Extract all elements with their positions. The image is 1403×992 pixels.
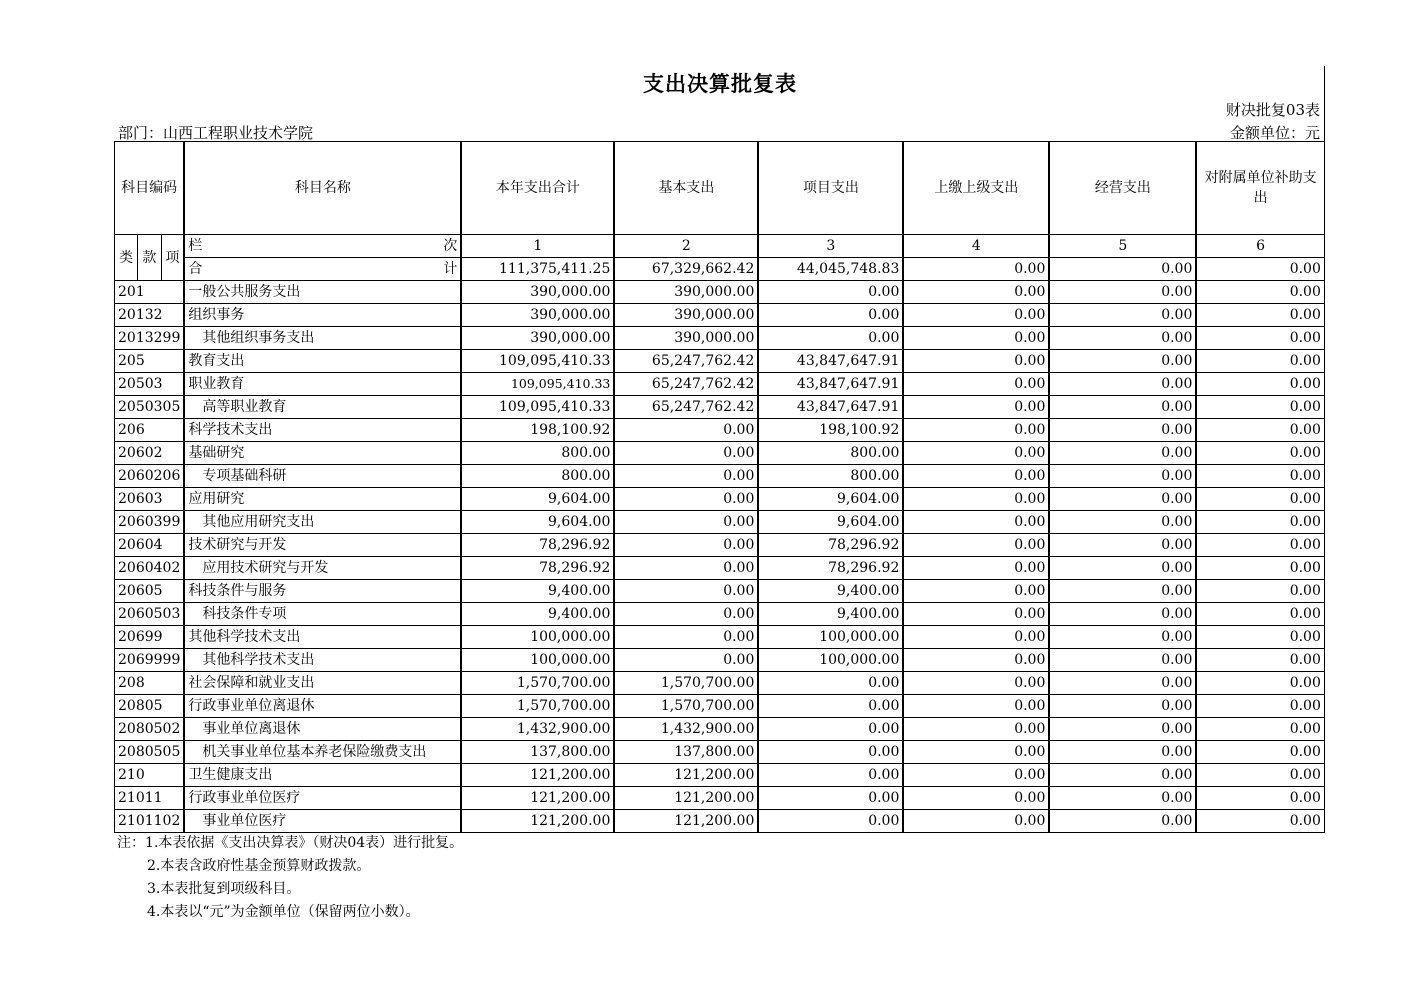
row-value: 9,400.00: [758, 580, 903, 603]
table-row: [115, 810, 1325, 833]
table-row: [115, 557, 1325, 580]
row-value: 0.00: [1196, 488, 1324, 511]
row-code: 205: [115, 350, 185, 373]
row-value: 0.00: [903, 787, 1049, 810]
row-name-text: 科技条件专项: [202, 606, 287, 622]
row-value: 0.00: [758, 718, 903, 741]
header-project: 项目支出: [758, 142, 903, 235]
row-value: 9,400.00: [758, 603, 903, 626]
table-row: [115, 327, 1325, 350]
table-row: [115, 281, 1325, 304]
row-value: 0.00: [903, 373, 1049, 396]
row-value: 1,570,700.00: [614, 695, 758, 718]
column-number-row: [115, 235, 1325, 258]
row-name-text: 科学技术支出: [188, 422, 273, 438]
row-code: 2060402: [115, 557, 185, 580]
row-value: 0.00: [1049, 396, 1196, 419]
row-value: 1,570,700.00: [461, 695, 614, 718]
unit-label: 金额单位：元: [1229, 124, 1320, 142]
row-value: 0.00: [1049, 442, 1196, 465]
row-value: 109,095,410.33: [461, 373, 614, 396]
row-name-text: 专项基础科研: [202, 468, 287, 484]
row-value: 0.00: [903, 672, 1049, 695]
table-row: [115, 419, 1325, 442]
header-name: 科目名称: [184, 142, 461, 235]
row-value: 800.00: [758, 442, 903, 465]
table-row: [115, 695, 1325, 718]
total-row: [115, 258, 1325, 281]
row-value: 198,100.92: [758, 419, 903, 442]
row-value: 1,570,700.00: [461, 672, 614, 695]
row-value: 0.00: [903, 396, 1049, 419]
row-value: 0.00: [1049, 603, 1196, 626]
row-code: 201: [115, 281, 185, 304]
row-name-text: 行政事业单位医疗: [188, 790, 301, 806]
row-value: 0.00: [1049, 327, 1196, 350]
row-value: 0.00: [614, 603, 758, 626]
row-value: 65,247,762.42: [614, 396, 758, 419]
row-value: 0.00: [1049, 580, 1196, 603]
row-value: 0.00: [903, 304, 1049, 327]
table-row: [115, 787, 1325, 810]
total-value: 0.00: [1196, 258, 1324, 281]
row-value: 0.00: [1196, 718, 1324, 741]
row-code: 20605: [115, 580, 185, 603]
row-value: 800.00: [461, 442, 614, 465]
row-value: 121,200.00: [614, 810, 758, 833]
row-value: 0.00: [1049, 810, 1196, 833]
note-item: 2.本表含政府性基金预算财政拨款。: [147, 858, 371, 874]
row-value: 0.00: [1196, 511, 1324, 534]
table-row: [115, 626, 1325, 649]
row-value: 0.00: [1196, 396, 1324, 419]
row-value: 121,200.00: [461, 787, 614, 810]
col-number: 1: [461, 235, 614, 258]
row-value: 1,432,900.00: [614, 718, 758, 741]
row-code: 2080502: [115, 718, 185, 741]
table-row: [115, 465, 1325, 488]
row-value: 0.00: [1196, 327, 1324, 350]
total-value: 111,375,411.25: [461, 258, 614, 281]
table-row: [115, 373, 1325, 396]
row-value: 121,200.00: [614, 764, 758, 787]
row-name: [184, 511, 461, 534]
header-kuan: 款: [138, 235, 161, 281]
row-code: 208: [115, 672, 185, 695]
row-value: 0.00: [614, 649, 758, 672]
row-value: 121,200.00: [461, 810, 614, 833]
row-name-text: 应用研究: [188, 491, 245, 507]
row-value: 0.00: [903, 580, 1049, 603]
row-value: 0.00: [1196, 649, 1324, 672]
row-name: [184, 695, 461, 718]
row-value: 0.00: [1196, 557, 1324, 580]
row-value: 0.00: [1049, 741, 1196, 764]
row-name: [184, 810, 461, 833]
col-number: 4: [903, 235, 1049, 258]
row-name: [184, 465, 461, 488]
table-row: [115, 442, 1325, 465]
form-number: 财决批复03表: [1225, 101, 1320, 119]
row-value: 0.00: [1049, 419, 1196, 442]
row-value: 0.00: [1196, 350, 1324, 373]
row-code: 2013299: [115, 327, 185, 350]
row-value: 43,847,647.91: [758, 373, 903, 396]
row-value: 0.00: [903, 534, 1049, 557]
row-value: 0.00: [1196, 304, 1324, 327]
row-value: 121,200.00: [614, 787, 758, 810]
table-row: [115, 741, 1325, 764]
row-code: 20602: [115, 442, 185, 465]
row-value: 0.00: [1049, 350, 1196, 373]
row-value: 0.00: [903, 465, 1049, 488]
row-code: 2069999: [115, 649, 185, 672]
row-value: 65,247,762.42: [614, 373, 758, 396]
row-value: 0.00: [758, 281, 903, 304]
row-value: 0.00: [903, 442, 1049, 465]
row-value: 0.00: [614, 557, 758, 580]
row-name: [184, 350, 461, 373]
row-value: 1,570,700.00: [614, 672, 758, 695]
row-name: [184, 741, 461, 764]
row-value: 78,296.92: [758, 557, 903, 580]
row-name: [184, 672, 461, 695]
table-row: [115, 718, 1325, 741]
row-value: 78,296.92: [461, 557, 614, 580]
row-name: [184, 281, 461, 304]
row-value: 390,000.00: [461, 281, 614, 304]
row-name-text: 其他科学技术支出: [188, 629, 301, 645]
row-value: 43,847,647.91: [758, 396, 903, 419]
row-value: 0.00: [614, 534, 758, 557]
row-value: 78,296.92: [461, 534, 614, 557]
row-value: 800.00: [758, 465, 903, 488]
row-value: 0.00: [758, 327, 903, 350]
table-row: [115, 580, 1325, 603]
header-code: 科目编码: [115, 142, 185, 235]
row-name: [184, 580, 461, 603]
row-value: 390,000.00: [461, 304, 614, 327]
table-row: [115, 511, 1325, 534]
row-value: 0.00: [1196, 810, 1324, 833]
row-name-text: 应用技术研究与开发: [202, 560, 329, 576]
row-code: 20699: [115, 626, 185, 649]
row-value: 0.00: [903, 741, 1049, 764]
header-total: 本年支出合计: [461, 142, 614, 235]
row-value: 0.00: [758, 741, 903, 764]
row-name-text: 组织事务: [188, 307, 245, 323]
expenditure-table: [114, 141, 1325, 833]
row-value: 0.00: [1049, 557, 1196, 580]
col-number: 3: [758, 235, 903, 258]
table-row: [115, 488, 1325, 511]
lanci-cell: [184, 235, 461, 258]
row-value: 0.00: [1049, 672, 1196, 695]
row-value: 0.00: [1196, 626, 1324, 649]
row-value: 0.00: [903, 350, 1049, 373]
row-value: 0.00: [614, 442, 758, 465]
header-business: 经营支出: [1049, 142, 1196, 235]
row-value: 0.00: [614, 488, 758, 511]
row-value: 0.00: [903, 327, 1049, 350]
table-row: [115, 649, 1325, 672]
row-code: 20503: [115, 373, 185, 396]
header-subsidy: 对附属单位补助支出: [1196, 142, 1324, 235]
header-lei: 类: [115, 235, 138, 281]
row-value: 0.00: [1196, 534, 1324, 557]
row-value: 0.00: [1049, 373, 1196, 396]
row-value: 0.00: [1196, 465, 1324, 488]
row-name-text: 高等职业教育: [202, 399, 287, 415]
row-code: 210: [115, 764, 185, 787]
table-row: [115, 764, 1325, 787]
header-basic: 基本支出: [614, 142, 758, 235]
row-value: 0.00: [614, 511, 758, 534]
row-value: 0.00: [1196, 695, 1324, 718]
row-code: 2101102: [115, 810, 185, 833]
row-value: 9,400.00: [461, 580, 614, 603]
row-value: 9,604.00: [461, 511, 614, 534]
row-value: 0.00: [758, 787, 903, 810]
lan-label: 栏: [188, 238, 203, 254]
ci-label: 次: [443, 238, 458, 254]
row-name-text: 一般公共服务支出: [188, 284, 301, 300]
row-value: 0.00: [903, 718, 1049, 741]
department-label: 部门：山西工程职业技术学院: [118, 124, 314, 142]
row-code: 20805: [115, 695, 185, 718]
row-value: 0.00: [1196, 787, 1324, 810]
row-value: 0.00: [1049, 534, 1196, 557]
row-code: 2060399: [115, 511, 185, 534]
row-value: 0.00: [1196, 281, 1324, 304]
row-name-text: 职业教育: [188, 376, 245, 392]
row-name: [184, 396, 461, 419]
row-value: 109,095,410.33: [461, 350, 614, 373]
row-code: 2050305: [115, 396, 185, 419]
row-value: 0.00: [1196, 373, 1324, 396]
total-value: 0.00: [1049, 258, 1196, 281]
row-name-text: 卫生健康支出: [188, 767, 273, 783]
row-name-text: 教育支出: [188, 353, 245, 369]
row-value: 0.00: [903, 511, 1049, 534]
row-value: 0.00: [1196, 672, 1324, 695]
row-value: 0.00: [903, 810, 1049, 833]
row-name: [184, 787, 461, 810]
table-row: [115, 396, 1325, 419]
row-value: 0.00: [1196, 741, 1324, 764]
row-value: 0.00: [1049, 718, 1196, 741]
row-value: 0.00: [614, 465, 758, 488]
row-value: 0.00: [903, 557, 1049, 580]
notes: [117, 832, 463, 924]
row-value: 800.00: [461, 465, 614, 488]
table-row: [115, 350, 1325, 373]
row-name-text: 机关事业单位基本养老保险缴费支出: [202, 744, 427, 760]
row-value: 100,000.00: [758, 626, 903, 649]
ji-label: 计: [443, 261, 458, 277]
total-value: 44,045,748.83: [758, 258, 903, 281]
row-name-text: 其他组织事务支出: [202, 330, 315, 346]
total-value: 67,329,662.42: [614, 258, 758, 281]
row-value: 0.00: [1196, 603, 1324, 626]
row-value: 0.00: [1049, 511, 1196, 534]
row-code: 20604: [115, 534, 185, 557]
row-name: [184, 557, 461, 580]
row-value: 1,432,900.00: [461, 718, 614, 741]
row-value: 137,800.00: [461, 741, 614, 764]
row-value: 65,247,762.42: [614, 350, 758, 373]
header-upper: 上缴上级支出: [903, 142, 1049, 235]
table-row: [115, 534, 1325, 557]
row-value: 0.00: [903, 603, 1049, 626]
total-value: 0.00: [903, 258, 1049, 281]
row-value: 78,296.92: [758, 534, 903, 557]
he-label: 合: [188, 261, 203, 277]
row-value: 9,604.00: [758, 511, 903, 534]
row-value: 100,000.00: [461, 649, 614, 672]
row-value: 0.00: [903, 626, 1049, 649]
row-code: 20603: [115, 488, 185, 511]
row-value: 0.00: [1049, 649, 1196, 672]
row-value: 100,000.00: [461, 626, 614, 649]
row-value: 390,000.00: [614, 281, 758, 304]
row-value: 390,000.00: [614, 327, 758, 350]
row-name: [184, 626, 461, 649]
row-name-text: 其他应用研究支出: [202, 514, 315, 530]
table-row: [115, 304, 1325, 327]
row-code: 2060206: [115, 465, 185, 488]
row-value: 0.00: [614, 580, 758, 603]
heji-cell: [184, 258, 461, 281]
row-value: 0.00: [903, 695, 1049, 718]
row-name: [184, 649, 461, 672]
row-code: 21011: [115, 787, 185, 810]
row-value: 0.00: [1049, 465, 1196, 488]
row-name-text: 科技条件与服务: [188, 583, 287, 599]
row-value: 0.00: [614, 626, 758, 649]
row-name: [184, 718, 461, 741]
row-value: 0.00: [614, 419, 758, 442]
row-value: 121,200.00: [461, 764, 614, 787]
row-value: 100,000.00: [758, 649, 903, 672]
row-name: [184, 764, 461, 787]
row-value: 109,095,410.33: [461, 396, 614, 419]
row-code: 2080505: [115, 741, 185, 764]
row-value: 9,400.00: [461, 603, 614, 626]
row-code: 20132: [115, 304, 185, 327]
row-code: 206: [115, 419, 185, 442]
note-item: 注：1.本表依据《支出决算表》（财决04表）进行批复。: [117, 835, 464, 851]
row-name-text: 基础研究: [188, 445, 245, 461]
row-value: 43,847,647.91: [758, 350, 903, 373]
row-value: 0.00: [1049, 304, 1196, 327]
row-code: 2060503: [115, 603, 185, 626]
row-value: 0.00: [1049, 281, 1196, 304]
row-value: 0.00: [758, 764, 903, 787]
row-value: 0.00: [1196, 580, 1324, 603]
row-value: 0.00: [903, 488, 1049, 511]
row-value: 390,000.00: [461, 327, 614, 350]
row-value: 0.00: [1196, 442, 1324, 465]
row-name: [184, 304, 461, 327]
row-name-text: 技术研究与开发: [188, 537, 287, 553]
page-title: 支出决算批复表: [643, 71, 797, 96]
table-row: [115, 672, 1325, 695]
row-value: 9,604.00: [758, 488, 903, 511]
col-number: 6: [1196, 235, 1324, 258]
row-name-text: 行政事业单位离退休: [188, 698, 315, 714]
header-row: [115, 142, 1325, 235]
note-item: 4.本表以“元”为金额单位（保留两位小数）。: [147, 904, 420, 920]
header-xiang: 项: [161, 235, 184, 281]
row-value: 0.00: [1196, 419, 1324, 442]
row-name: [184, 327, 461, 350]
row-value: 9,604.00: [461, 488, 614, 511]
row-value: 0.00: [758, 810, 903, 833]
row-value: 390,000.00: [614, 304, 758, 327]
row-value: 0.00: [1049, 764, 1196, 787]
row-name: [184, 442, 461, 465]
row-value: 0.00: [1049, 695, 1196, 718]
row-value: 0.00: [1049, 787, 1196, 810]
row-name: [184, 603, 461, 626]
row-name-text: 社会保障和就业支出: [188, 675, 315, 691]
row-value: 0.00: [758, 304, 903, 327]
col-number: 2: [614, 235, 758, 258]
row-name: [184, 373, 461, 396]
row-value: 0.00: [758, 672, 903, 695]
row-name-text: 其他科学技术支出: [202, 652, 315, 668]
row-name: [184, 488, 461, 511]
row-name: [184, 419, 461, 442]
row-name: [184, 534, 461, 557]
row-name-text: 事业单位医疗: [202, 813, 287, 829]
row-value: 0.00: [903, 649, 1049, 672]
row-value: 0.00: [1049, 626, 1196, 649]
row-value: 0.00: [758, 695, 903, 718]
row-value: 0.00: [1049, 488, 1196, 511]
note-item: 3.本表批复到项级科目。: [147, 881, 301, 897]
row-value: 198,100.92: [461, 419, 614, 442]
table-row: [115, 603, 1325, 626]
row-value: 0.00: [1196, 764, 1324, 787]
row-value: 0.00: [903, 419, 1049, 442]
row-name-text: 事业单位离退休: [202, 721, 301, 737]
row-value: 0.00: [903, 764, 1049, 787]
row-value: 137,800.00: [614, 741, 758, 764]
col-number: 5: [1049, 235, 1196, 258]
row-value: 0.00: [903, 281, 1049, 304]
